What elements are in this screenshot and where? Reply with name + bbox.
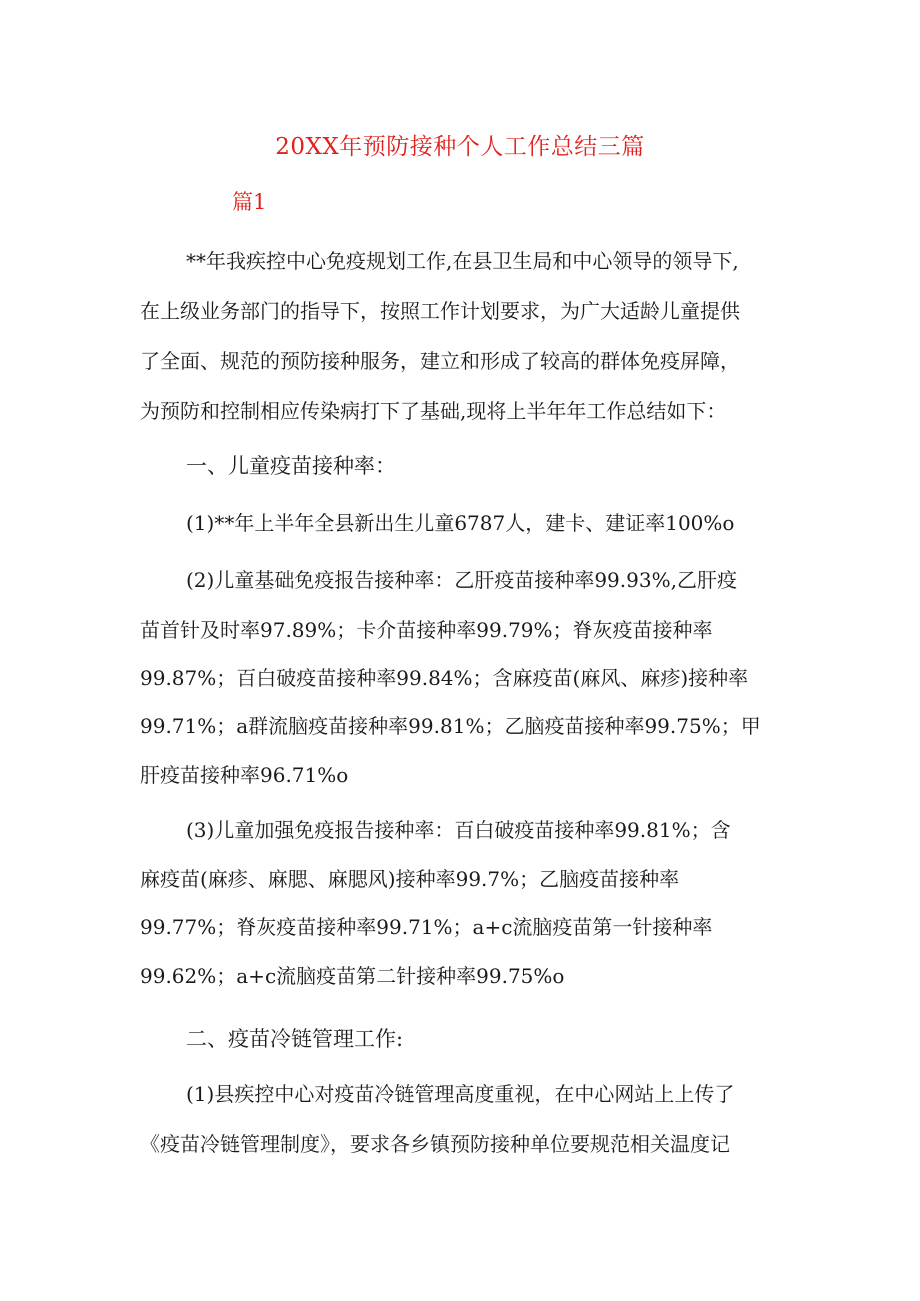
intro-line: 为预防和控制相应传染病打下了基础,现将上半年年工作总结如下：	[140, 399, 727, 423]
paragraph-line: (3)儿童加强免疫报告接种率：百白破疫苗接种率99.81%；含	[186, 818, 731, 842]
paragraph-line: 肝疫苗接种率96.71%o	[140, 763, 349, 787]
paragraph-line: 《疫苗冷链管理制度》，要求各乡镇预防接种单位要规范相关温度记	[140, 1132, 730, 1156]
paragraph-line: (1)县疾控中心对疫苗冷链管理高度重视，在中心网站上上传了	[186, 1082, 735, 1106]
paragraph-line: (2)儿童基础免疫报告接种率：乙肝疫苗接种率99.93%,乙肝疫	[186, 568, 737, 592]
paragraph-line: 99.62%；a+c流脑疫苗第二针接种率99.75%o	[140, 964, 565, 988]
paragraph-line: 99.71%；a群流脑疫苗接种率99.81%；乙脑疫苗接种率99.75%；甲	[140, 714, 761, 738]
document-title: 20XX年预防接种个人工作总结三篇	[275, 134, 645, 160]
section-heading: 二、疫苗冷链管理工作:	[186, 1027, 404, 1051]
paragraph-line: 麻疫苗(麻疹、麻腮、麻腮风)接种率99.7%；乙脑疫苗接种率	[140, 867, 680, 891]
paragraph-line: 99.87%；百白破疫苗接种率99.84%；含麻疫苗(麻风、麻疹)接种率	[140, 666, 749, 690]
intro-line: **年我疾控中心免疫规划工作,在县卫生局和中心领导的领导下,	[186, 249, 739, 273]
paragraph-line: (1)**年上半年全县新出生儿童6787人，建卡、建证率100%o	[186, 511, 735, 535]
section-heading: 一、儿童疫苗接种率：	[186, 454, 396, 478]
intro-line: 了全面、规范的预防接种服务，建立和形成了较高的群体免疫屏障，	[140, 349, 740, 373]
intro-line: 在上级业务部门的指导下，按照工作计划要求，为广大适龄儿童提供	[140, 299, 740, 323]
paragraph-line: 苗首针及时率97.89%；卡介苗接种率99.79%；脊灰疫苗接种率	[140, 618, 713, 642]
paragraph-line: 99.77%；脊灰疫苗接种率99.71%；a+c流脑疫苗第一针接种率	[140, 915, 713, 939]
part-label: 篇1	[232, 190, 267, 214]
